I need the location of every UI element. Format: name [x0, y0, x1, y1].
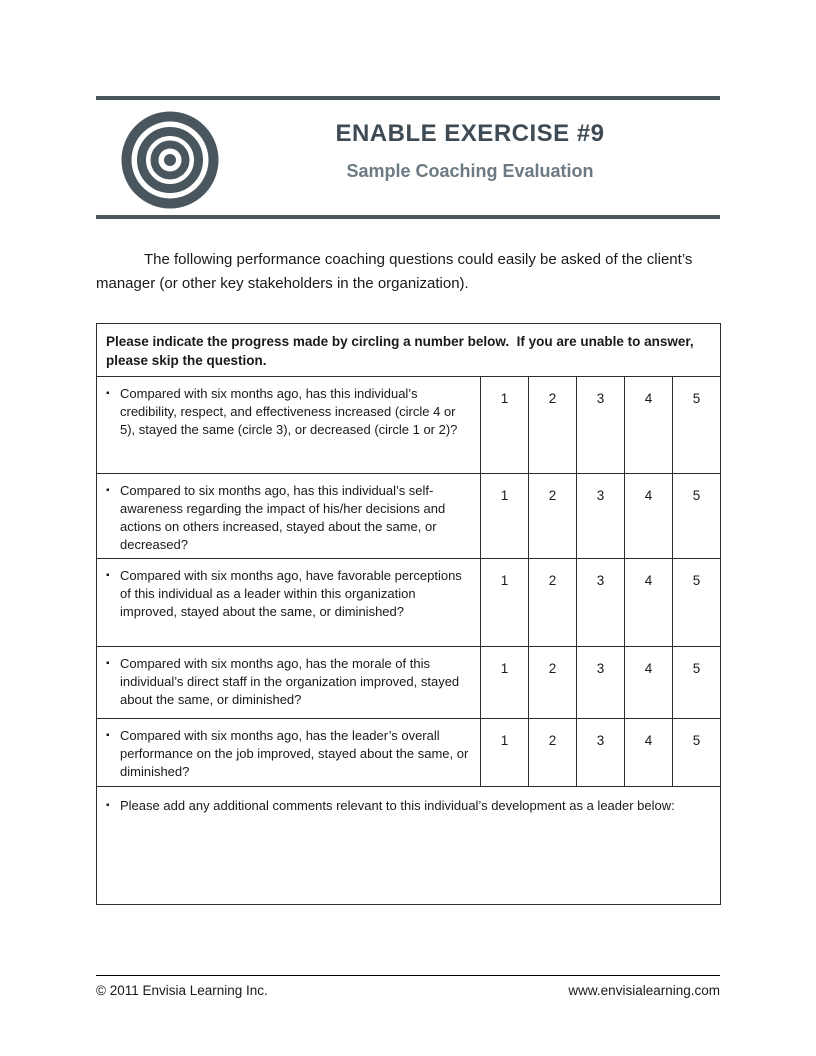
rating-1: 1 [481, 647, 529, 719]
rating-1: 1 [481, 559, 529, 647]
rating-4: 4 [625, 474, 673, 559]
question-row [97, 474, 721, 559]
page-subtitle: Sample Coaching Evaluation [346, 161, 594, 181]
question-text: Compared with six months ago, has the leader’s overall performance on the job improved, stayed about the same, or diminished? [120, 728, 469, 779]
rating-3: 3 [577, 474, 625, 559]
header-titles [220, 100, 720, 182]
bullet-icon: ▪ [106, 658, 110, 669]
rating-2: 2 [529, 559, 577, 647]
footer-divider [96, 975, 720, 976]
intro-paragraph: The following performance coaching questions could easily be asked of the client’s manager (or other key stakeholders in the organization). [96, 251, 693, 292]
question-row [97, 559, 721, 647]
document-footer [96, 983, 720, 998]
rating-2: 2 [529, 474, 577, 559]
question-text: Compared with six months ago, has this individual’s credibility, respect, and effectiveness increased (circle 4 or 5), stayed the same (circle 3), or decreased (circle 1 or 2)? [120, 386, 458, 437]
question-cell [97, 474, 481, 559]
rating-3: 3 [577, 377, 625, 474]
rating-5: 5 [673, 719, 721, 787]
rating-4: 4 [625, 719, 673, 787]
comments-row [97, 787, 721, 905]
rating-3: 3 [577, 647, 625, 719]
document-header [96, 96, 720, 219]
question-row [97, 719, 721, 787]
question-row [97, 647, 721, 719]
bullseye-target-logo-icon [120, 110, 220, 210]
question-cell [97, 559, 481, 647]
bullet-icon: ▪ [106, 485, 110, 496]
rating-2: 2 [529, 647, 577, 719]
bullet-icon: ▪ [106, 800, 110, 811]
page-title: ENABLE EXERCISE #9 [335, 120, 605, 147]
question-text: Compared to six months ago, has this individual’s self-awareness regarding the impact of his/her decisions and actions on others increased, stayed about the same, or decreased? [120, 483, 446, 552]
bullet-icon: ▪ [106, 730, 110, 741]
question-row [97, 377, 721, 474]
comments-cell [97, 787, 721, 905]
question-text: Compared with six months ago, have favorable perceptions of this individual as a leader within this organization improved, stayed about the same, or diminished? [120, 568, 462, 619]
question-cell [97, 377, 481, 474]
rating-3: 3 [577, 559, 625, 647]
bullet-icon: ▪ [106, 570, 110, 581]
rating-4: 4 [625, 377, 673, 474]
website-text: www.envisialearning.com [568, 983, 720, 998]
rating-4: 4 [625, 647, 673, 719]
rating-4: 4 [625, 559, 673, 647]
evaluation-table [96, 323, 721, 905]
rating-1: 1 [481, 719, 529, 787]
rating-5: 5 [673, 474, 721, 559]
rating-1: 1 [481, 377, 529, 474]
rating-5: 5 [673, 647, 721, 719]
question-cell [97, 719, 481, 787]
rating-1: 1 [481, 474, 529, 559]
rating-3: 3 [577, 719, 625, 787]
question-cell [97, 647, 481, 719]
instruction-row [97, 324, 721, 377]
table-instruction: Please indicate the progress made by circling a number below. If you are unable to answer, please skip the question. [97, 324, 721, 377]
comments-prompt: Please add any additional comments relevant to this individual’s development as a leader below: [120, 798, 675, 813]
rating-5: 5 [673, 377, 721, 474]
question-text: Compared with six months ago, has the morale of this individual’s direct staff in the organization improved, stayed about the same, or diminished? [120, 656, 460, 707]
rating-2: 2 [529, 719, 577, 787]
copyright-text: © 2011 Envisia Learning Inc. [96, 983, 268, 998]
bullet-icon: ▪ [106, 388, 110, 399]
rating-2: 2 [529, 377, 577, 474]
rating-5: 5 [673, 559, 721, 647]
